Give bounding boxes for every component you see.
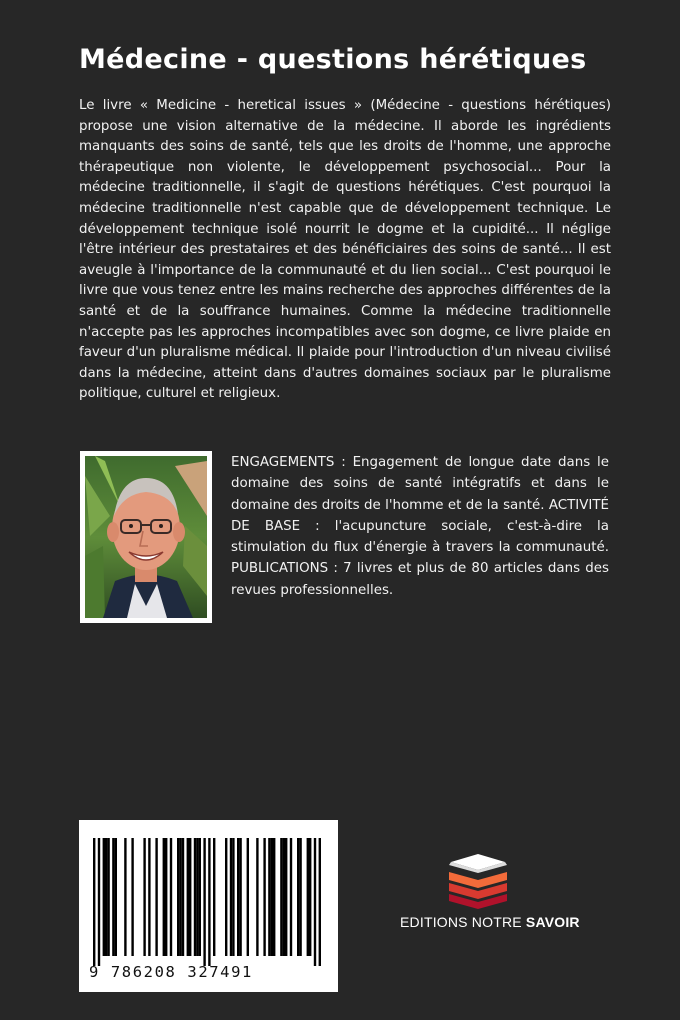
barcode-bar xyxy=(124,838,126,956)
barcode-bar xyxy=(307,838,309,956)
barcode-bar xyxy=(299,838,301,956)
barcode-bar xyxy=(280,838,282,956)
barcode-bar xyxy=(232,838,234,956)
barcode-bar xyxy=(194,838,196,956)
barcode-bar xyxy=(319,838,321,966)
publisher-name xyxy=(400,914,580,930)
author-photo xyxy=(80,451,212,623)
book-description: Le livre « Medicine - heretical issues » (Médecine - questions hérétiques) propose une vision alternative de la médecine. Il aborde les ingrédients manquants des soins de santé, tels que les droits de l'homme, une approche thérapeutique non violente, le développement psychosocial... Pour la médecine traditionnelle, il s'agit de questions hérétiques. C'est pourquoi la médecine traditionnelle n'est capable que de développement technique. Le développement technique isolé nourrit le dogme et la cupidité... Il néglige l'être intérieur des prestataires et des bénéficiaires des soins de santé... Il est aveugle à l'importance de la communauté et du lien social... C'est pourquoi le livre que vous tenez entre les mains recherche des approches différentes de la santé et de la souffrance humaines. Comme la médecine traditionnelle n'accepte pas les approches incompatibles avec son dogme, ce livre plaide en faveur d'un pluralisme médical. Il plaide pour l'introduction d'un niveau civilisé dans la médecine, atteint dans d'autres domaines sociaux par le pluralisme politique, culturel et religieux. xyxy=(79,98,611,402)
barcode-bar xyxy=(247,838,249,956)
barcode-bar xyxy=(285,838,287,956)
author-bio: ENGAGEMENTS : Engagement de longue date dans le domaine des soins de santé intégratifs et dans le domaine des droits de l'homme et de la santé. ACTIVITÉ DE BASE : l'acupuncture sociale, c'est-à-dire la stimulation du flux d'énergie à travers la communauté. PUBLICATIONS : 7 livres et plus de 80 articles dans des revues professionnelles. xyxy=(231,455,609,598)
barcode-bar xyxy=(230,838,232,956)
barcode-bar xyxy=(208,838,210,966)
barcode-bar xyxy=(179,838,181,956)
barcode-bar xyxy=(163,838,165,956)
barcode-bar xyxy=(196,838,198,956)
barcode-bar xyxy=(103,838,105,956)
barcode-bar xyxy=(155,838,157,956)
publisher-name-regular: EDITIONS NOTRE xyxy=(400,914,526,930)
barcode-bar xyxy=(131,838,133,956)
barcode-bar xyxy=(256,838,258,956)
barcode-bar xyxy=(177,838,179,956)
barcode-bar xyxy=(290,838,292,956)
barcode-bar xyxy=(213,838,215,956)
barcode-bar xyxy=(283,838,285,956)
barcode-bar xyxy=(148,838,150,956)
barcode-bar xyxy=(112,838,114,956)
barcode-bar xyxy=(271,838,273,956)
barcode-bar xyxy=(115,838,117,956)
barcode-bar xyxy=(107,838,109,956)
barcode-bar xyxy=(268,838,270,956)
barcode-bar xyxy=(93,838,95,966)
barcode-bar xyxy=(170,838,172,956)
barcode-bar xyxy=(165,838,167,956)
barcode-bar xyxy=(314,838,316,966)
barcode-bar xyxy=(189,838,191,956)
barcode-bar xyxy=(199,838,201,956)
barcode-bar xyxy=(263,838,265,956)
barcode-bar xyxy=(237,838,239,956)
barcode-bar xyxy=(203,838,205,966)
barcode-bar xyxy=(297,838,299,956)
isbn-barcode xyxy=(79,820,338,992)
barcode-bar xyxy=(309,838,311,956)
isbn-number: 9 786208 327491 xyxy=(89,963,253,981)
barcode-bar xyxy=(273,838,275,956)
barcode-bar xyxy=(239,838,241,956)
author-portrait-image xyxy=(85,456,207,618)
barcode-bar xyxy=(98,838,100,966)
barcode-bar xyxy=(225,838,227,956)
barcode-bar xyxy=(182,838,184,956)
barcode-bar xyxy=(143,838,145,956)
barcode-bar xyxy=(105,838,107,956)
barcode-bar xyxy=(187,838,189,956)
book-title: Médecine - questions hérétiques xyxy=(79,44,587,75)
open-book-icon xyxy=(443,850,513,910)
publisher-name-bold: SAVOIR xyxy=(525,914,580,930)
